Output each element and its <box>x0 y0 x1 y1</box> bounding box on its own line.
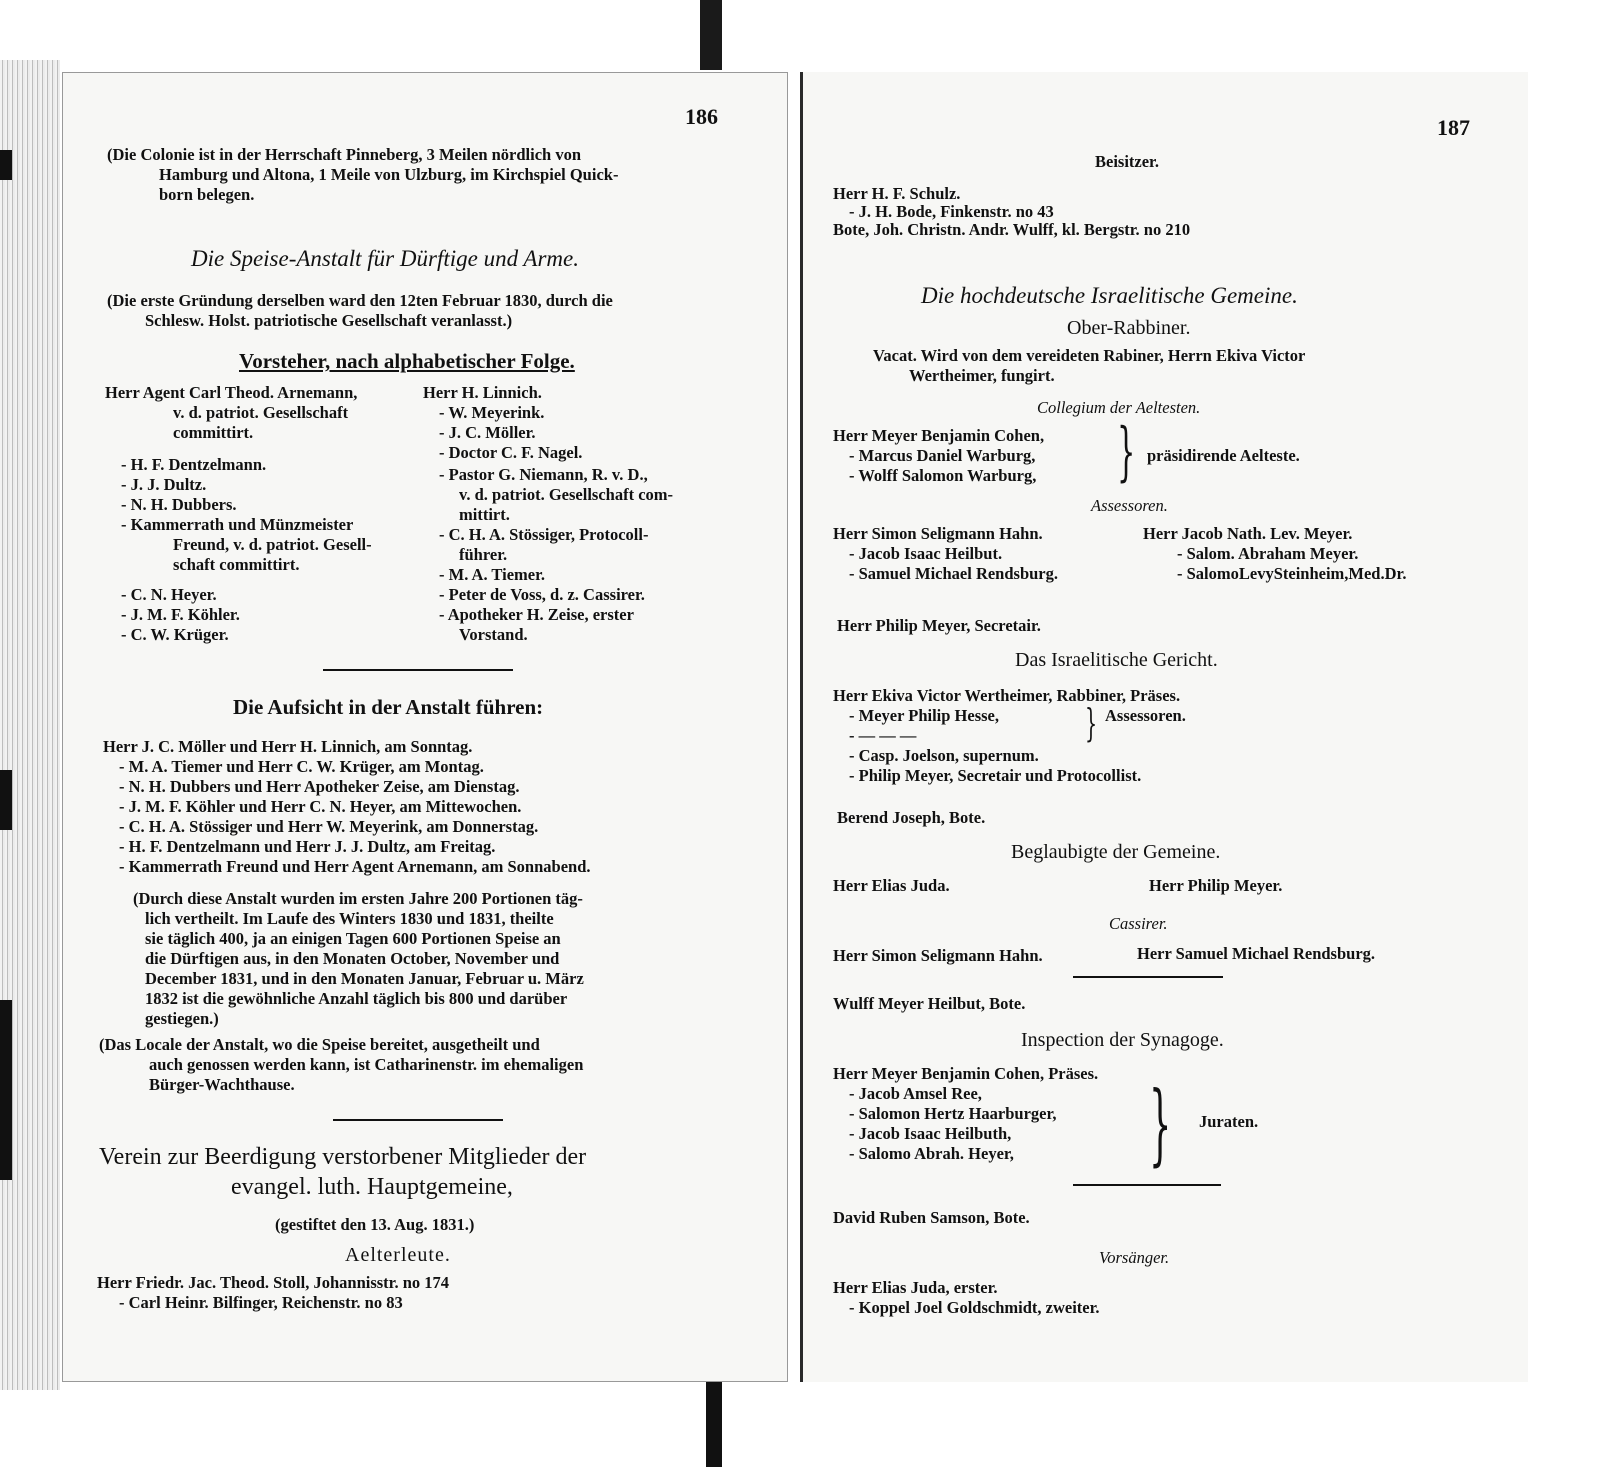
aufsicht-row: - C. H. A. Stössiger und Herr W. Meyerink, am Donnerstag. <box>119 817 539 836</box>
durch-note-line: December 1831, und in den Monaten Januar, Februar u. März <box>145 969 584 988</box>
vorsaenger-entry: Herr Elias Juda, erster. <box>833 1278 998 1297</box>
aufsicht-heading: Die Aufsicht in der Anstalt führen: <box>233 695 544 719</box>
inspection-entry: - Jacob Amsel Ree, <box>849 1084 982 1103</box>
right-page <box>800 72 1528 1382</box>
assessor-left-entry: - Samuel Michael Rendsburg. <box>849 564 1059 583</box>
vorsteher-left-entry: - Kammerrath und Münzmeister <box>121 515 354 534</box>
speise-note-line: (Die erste Gründung derselben ward den 12ten Februar 1830, durch die <box>107 291 613 310</box>
binding-mark <box>0 150 12 180</box>
collegium-heading: Collegium der Aeltesten. <box>1037 398 1201 417</box>
inspection-entry: Herr Meyer Benjamin Cohen, Präses. <box>833 1064 1099 1083</box>
beisitzer-entry: Herr H. F. Schulz. <box>833 184 961 203</box>
assessor-left-entry: - Jacob Isaac Heilbut. <box>849 544 1003 563</box>
vorsteher-left-entry: Freund, v. d. patriot. Gesell- <box>173 535 372 554</box>
section-divider <box>1073 1184 1221 1186</box>
verein-date: (gestiftet den 13. Aug. 1831.) <box>275 1215 475 1234</box>
vorsteher-left-entry: - J. M. F. Köhler. <box>121 605 240 624</box>
vorsteher-heading: Vorsteher, nach alphabetischer Folge. <box>239 349 575 373</box>
vorsteher-right-entry: - W. Meyerink. <box>439 403 545 422</box>
gutter-shadow-top <box>700 0 722 70</box>
book-page-edges <box>0 60 60 1390</box>
cassirer-heading: Cassirer. <box>1109 914 1168 933</box>
assessoren-heading: Assessoren. <box>1091 496 1168 515</box>
inspection-heading: Inspection der Synagoge. <box>1021 1029 1224 1051</box>
collegium-entry: Herr Meyer Benjamin Cohen, <box>833 426 1045 445</box>
ober-rabbiner-heading: Ober-Rabbiner. <box>1067 317 1191 339</box>
page-number: 187 <box>1437 115 1470 140</box>
assessor-right-entry: Herr Jacob Nath. Lev. Meyer. <box>1143 524 1353 543</box>
vorsteher-right-entry: v. d. patriot. Gesellschaft com- <box>459 485 674 504</box>
beisitzer-heading: Beisitzer. <box>1095 152 1159 171</box>
binding-mark <box>0 1000 12 1180</box>
aufsicht-row: - Kammerrath Freund und Herr Agent Arnemann, am Sonnabend. <box>119 857 591 876</box>
vorsteher-right-entry: - C. H. A. Stössiger, Protocoll- <box>439 525 649 544</box>
vorsaenger-heading: Vorsänger. <box>1099 1248 1170 1267</box>
assessor-right-entry: - SalomoLevySteinheim,Med.Dr. <box>1177 564 1407 583</box>
gericht-assessoren-label: Assessoren. <box>1105 706 1186 725</box>
ober-rabbiner-line: Wertheimer, fungirt. <box>909 366 1055 385</box>
speise-note-line: Schlesw. Holst. patriotische Gesellschaft veranlasst.) <box>145 311 513 330</box>
durch-note-line: (Durch diese Anstalt wurden im ersten Jahre 200 Portionen täg- <box>133 889 583 908</box>
brace: } <box>1149 1072 1172 1175</box>
vorsteher-right-entry: führer. <box>459 545 508 564</box>
vorsteher-left-entry: - C. N. Heyer. <box>121 585 217 604</box>
bote-heilbut: Wulff Meyer Heilbut, Bote. <box>833 994 1026 1013</box>
vorsteher-left-entry: v. d. patriot. Gesellschaft <box>173 403 349 422</box>
beglaubigte-heading: Beglaubigte der Gemeine. <box>1011 841 1221 863</box>
vorsteher-right-entry: - M. A. Tiemer. <box>439 565 546 584</box>
section-divider <box>333 1119 503 1121</box>
juraten-label: Juraten. <box>1199 1112 1259 1131</box>
aufsicht-row: - J. M. F. Köhler und Herr C. N. Heyer, am Mittewochen. <box>119 797 522 816</box>
colonie-note-line: Hamburg und Altona, 1 Meile von Ulzburg, im Kirchspiel Quick- <box>159 165 619 184</box>
ober-rabbiner-line: Vacat. Wird von dem vereideten Rabiner, Herrn Ekiva Victor <box>873 346 1306 365</box>
verein-title-line: Verein zur Beerdigung verstorbener Mitglieder der <box>99 1144 587 1170</box>
locale-note-line: (Das Locale der Anstalt, wo die Speise bereitet, ausgetheilt und <box>99 1035 540 1054</box>
gericht-heading: Das Israelitische Gericht. <box>1015 649 1218 671</box>
vorsteher-right-entry: - Pastor G. Niemann, R. v. D., <box>439 465 648 484</box>
collegium-role: präsidirende Aelteste. <box>1147 446 1300 465</box>
assessor-left-entry: Herr Simon Seligmann Hahn. <box>833 524 1043 543</box>
page-number: 186 <box>685 104 718 129</box>
vorsteher-left-entry: - H. F. Dentzelmann. <box>121 455 267 474</box>
gutter-shadow-bottom <box>706 1380 722 1467</box>
brace: } <box>1085 701 1098 745</box>
vorsteher-left-entry: - N. H. Dubbers. <box>121 495 237 514</box>
collegium-entry: - Wolff Salomon Warburg, <box>849 466 1037 485</box>
aelterleute-heading: Aelterleute. <box>345 1244 451 1266</box>
colonie-note-line: born belegen. <box>159 185 255 204</box>
vorsteher-left-entry: - J. J. Dultz. <box>121 475 207 494</box>
section-divider <box>1073 976 1223 978</box>
gericht-entry: - Meyer Philip Hesse, <box>849 706 999 725</box>
durch-note-line: 1832 ist die gewöhnliche Anzahl täglich bis 800 und darüber <box>145 989 568 1008</box>
brace: } <box>1117 415 1136 489</box>
vorsteher-right-entry: Herr H. Linnich. <box>423 383 542 402</box>
durch-note-line: gestiegen.) <box>145 1009 219 1028</box>
section-divider <box>323 669 513 671</box>
durch-note-line: sie täglich 400, ja an einigen Tagen 600 Portionen Speise an <box>145 929 561 948</box>
inspection-entry: - Jacob Isaac Heilbuth, <box>849 1124 1012 1143</box>
vorsteher-right-entry: - Doctor C. F. Nagel. <box>439 443 583 462</box>
aufsicht-row: - H. F. Dentzelmann und Herr J. J. Dultz, am Freitag. <box>119 837 496 856</box>
binding-mark <box>0 770 12 830</box>
inspection-entry: - Salomon Hertz Haarburger, <box>849 1104 1057 1123</box>
left-page <box>62 72 788 1382</box>
speise-title: Die Speise-Anstalt für Dürftige und Arme. <box>191 246 579 271</box>
verein-title-line: evangel. luth. Hauptgemeine, <box>231 1174 513 1200</box>
beisitzer-entry: - J. H. Bode, Finkenstr. no 43 <box>849 202 1054 221</box>
aelterleute-entry: - Carl Heinr. Bilfinger, Reichenstr. no 83 <box>119 1293 403 1312</box>
vorsteher-right-entry: - J. C. Möller. <box>439 423 536 442</box>
inspection-entry: - Salomo Abrah. Heyer, <box>849 1144 1014 1163</box>
aelterleute-entry: Herr Friedr. Jac. Theod. Stoll, Johannisstr. no 174 <box>97 1273 450 1292</box>
locale-note-line: auch genossen werden kann, ist Catharinenstr. im ehemaligen <box>149 1055 584 1074</box>
vorsteher-right-entry: - Peter de Voss, d. z. Cassirer. <box>439 585 645 604</box>
vorsteher-right-entry: - Apotheker H. Zeise, erster <box>439 605 634 624</box>
vorsteher-right-entry: mittirt. <box>459 505 510 524</box>
vorsteher-left-entry: Herr Agent Carl Theod. Arnemann, <box>105 383 358 402</box>
durch-note-line: die Dürftigen aus, in den Monaten October, November und <box>145 949 560 968</box>
durch-note-line: lich vertheilt. Im Laufe des Winters 1830 und 1831, theilte <box>145 909 554 928</box>
gericht-entry: - Casp. Joelson, supernum. <box>849 746 1039 765</box>
gemeine-title: Die hochdeutsche Israelitische Gemeine. <box>921 283 1298 308</box>
vorsteher-right-entry: Vorstand. <box>459 625 528 644</box>
vorsteher-left-entry: schaft committirt. <box>173 555 300 574</box>
vorsteher-left-entry: - C. W. Krüger. <box>121 625 229 644</box>
colonie-note-line: (Die Colonie ist in der Herrschaft Pinneberg, 3 Meilen nördlich von <box>107 145 582 164</box>
aufsicht-row: - M. A. Tiemer und Herr C. W. Krüger, am Montag. <box>119 757 484 776</box>
cassirer-entry: Herr Simon Seligmann Hahn. <box>833 946 1043 965</box>
beisitzer-entry: Bote, Joh. Christn. Andr. Wulff, kl. Bergstr. no 210 <box>833 220 1191 239</box>
gericht-entry: Herr Ekiva Victor Wertheimer, Rabbiner, Präses. <box>833 686 1181 705</box>
aufsicht-row: Herr J. C. Möller und Herr H. Linnich, am Sonntag. <box>103 737 473 756</box>
beglaubigte-entry: Herr Elias Juda. <box>833 876 950 895</box>
cassirer-entry: Herr Samuel Michael Rendsburg. <box>1137 944 1376 963</box>
gericht-entry: - — — — <box>849 726 917 745</box>
collegium-entry: - Marcus Daniel Warburg, <box>849 446 1036 465</box>
gericht-entry: - Philip Meyer, Secretair und Protocollist. <box>849 766 1142 785</box>
locale-note-line: Bürger-Wachthause. <box>149 1075 295 1094</box>
aufsicht-row: - N. H. Dubbers und Herr Apotheker Zeise, am Dienstag. <box>119 777 520 796</box>
secretair-entry: Herr Philip Meyer, Secretair. <box>837 616 1041 635</box>
bote-samson: David Ruben Samson, Bote. <box>833 1208 1030 1227</box>
gericht-bote: Berend Joseph, Bote. <box>837 808 986 827</box>
beglaubigte-entry: Herr Philip Meyer. <box>1149 876 1283 895</box>
vorsaenger-entry: - Koppel Joel Goldschmidt, zweiter. <box>849 1298 1100 1317</box>
assessor-right-entry: - Salom. Abraham Meyer. <box>1177 544 1359 563</box>
vorsteher-left-entry: committirt. <box>173 423 254 442</box>
